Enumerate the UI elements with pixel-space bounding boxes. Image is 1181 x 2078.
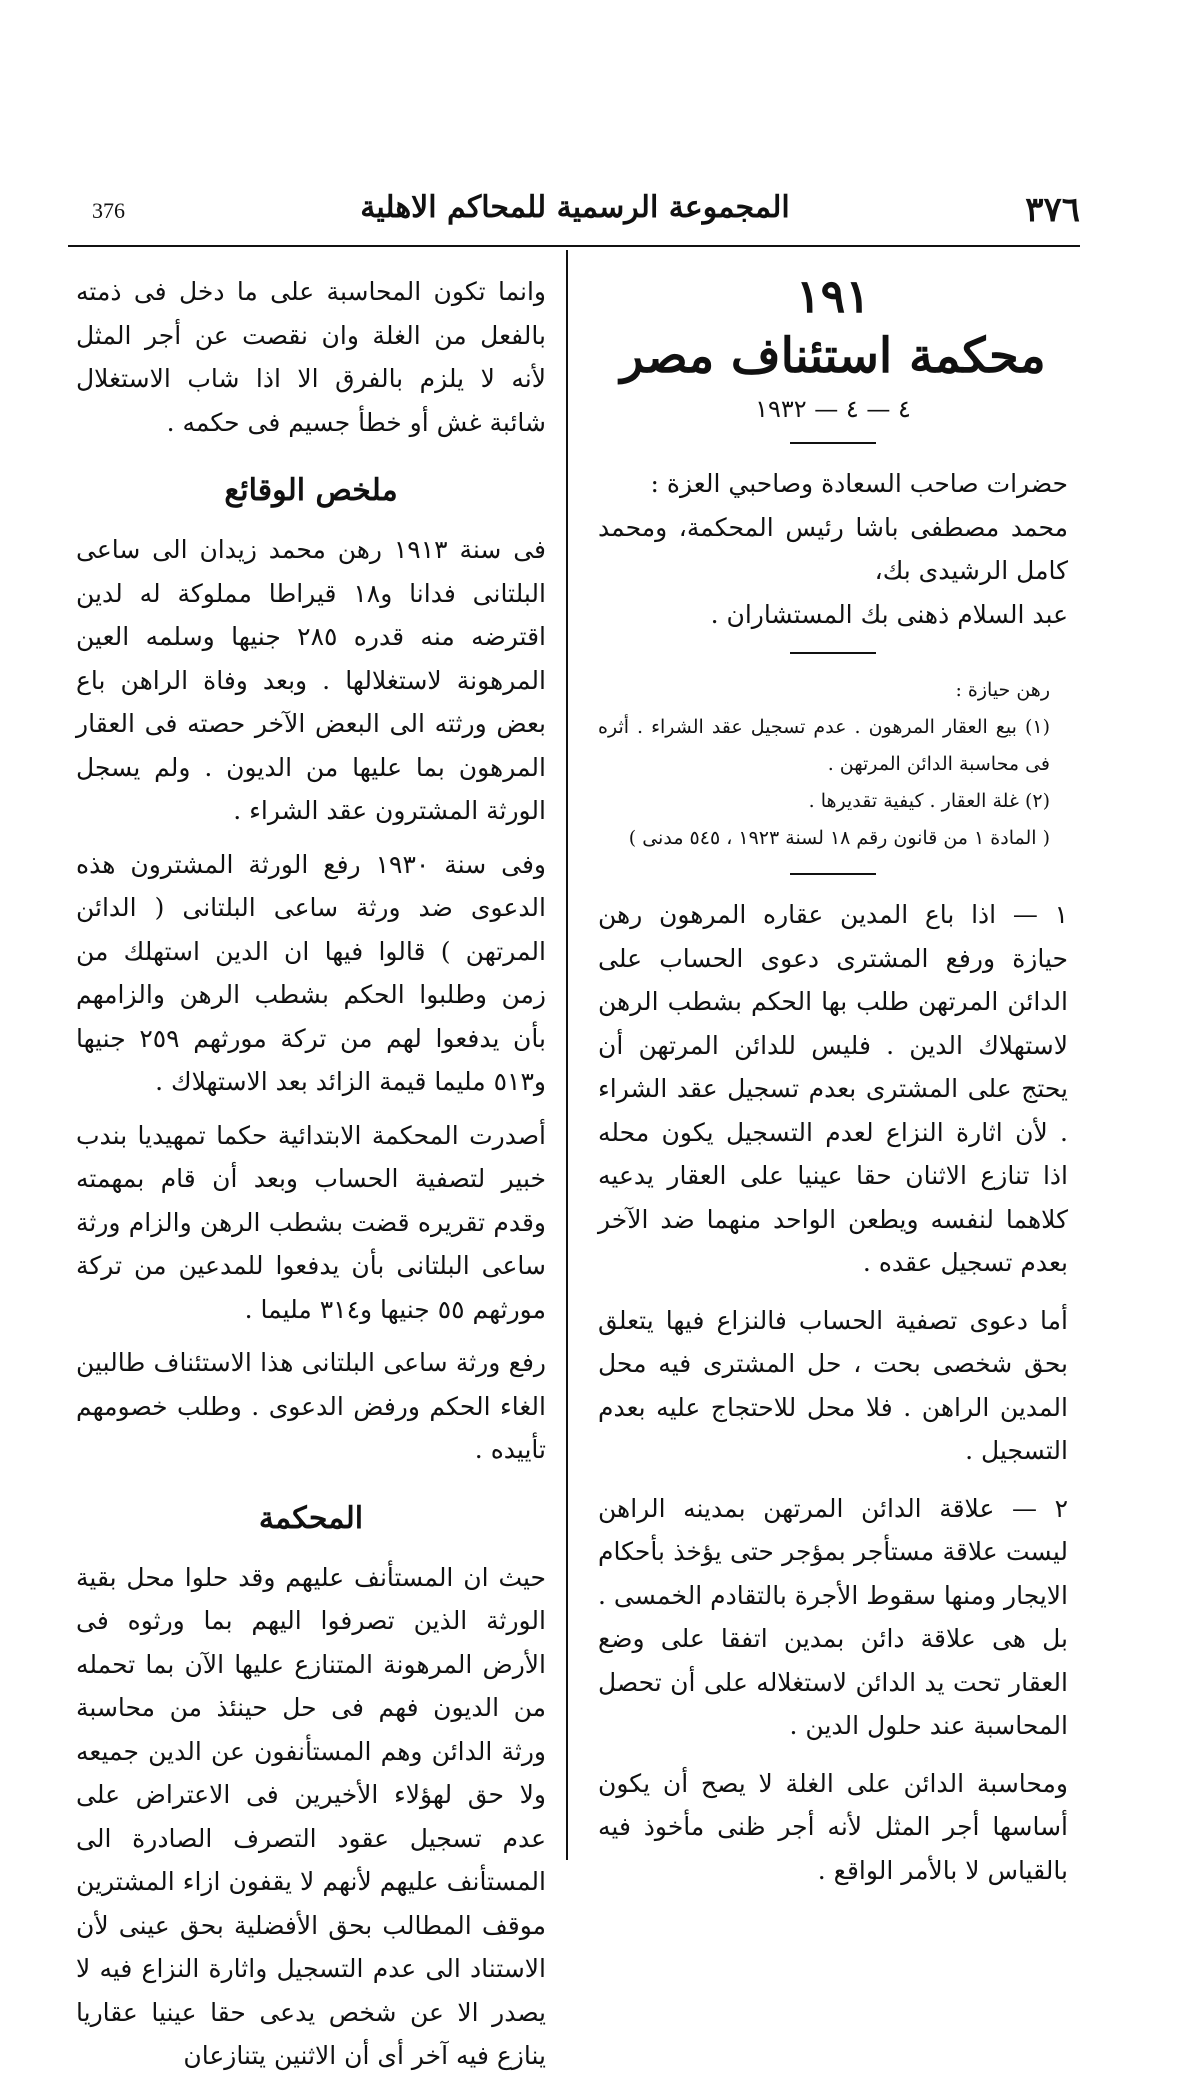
summary-title: رهن حيازة : <box>955 679 1050 701</box>
facts-paragraph: فى سنة ١٩١٣ رهن محمد زيدان الى ساعى البلتانى فدانا و١٨ قيراطا مملوكة له لدين اقترضه منه قدره ٢٨٥ جنيها وسلمه العين المرهونة لاستغلالها . وبعد وفاة الراهن باع بعض ورثته الى البعض الآخر حصته فى العقار المرهون بما عليها من الديون . ولم يسجل الورثة المشترون عقد الشراء . <box>76 535 546 825</box>
bench-line: محمد مصطفى باشا رئيس المحكمة، ومحمد كامل الرشيدى بك، <box>598 512 1068 585</box>
court-heading: المحكمة <box>258 1500 364 1536</box>
summary-item: (١) بيع العقار المرهون . عدم تسجيل عقد الشراء . أثره فى محاسبة الدائن المرتهن . <box>598 716 1050 775</box>
facts-paragraph: وفى سنة ١٩٣٠ رفع الورثة المشترون هذه الدعوى ضد ورثة ساعى البلتانى ( الدائن المرتهن ) قالوا فيها ان الدين استهلك من زمن وطلبوا الحكم بشطب الرهن والزامهم بأن يدفعوا لهم من تركة مورثهم ٢٥٩ جنيها و٥١٣ مليما قيمة الزائد بعد الاستهلاك . <box>76 849 546 1096</box>
judgment-date: ٤ — ٤ — ١٩٣٢ <box>755 395 911 423</box>
running-title: المجموعة الرسمية للمحاكم الاهلية <box>360 190 790 225</box>
case-number: ١٩١ <box>795 269 871 323</box>
left-column <box>76 270 546 2078</box>
page-number-latin: 376 <box>92 198 125 223</box>
court-paragraph: حيث ان المستأنف عليهم وقد حلوا محل بقية الورثة الذين تصرفوا اليهم بما ورثوه فى الأرض المرهونة المتنازع عليها الآن بما تحمله من الديون فهم فى حل حينئذ من محاسبة ورثة الدائن وهم المستأنفون عن الدين جميعه ولا حق لهؤلاء الأخيرين فى الاعتراض على عدم تسجيل عقود التصرف الصادرة الى المستأنف عليهم لأنهم لا يقفون ازاء المشترين موقف المطالب بحق الأفضلية بحق عينى لأن الاستناد الى عدم التسجيل واثارة النزاع فيه لا يصدر الا عن شخص يدعى حقا عينيا عقاريا ينازع فيه آخر أى أن الاثنين يتنازعان <box>76 1562 546 2070</box>
separator-rule <box>790 873 876 875</box>
facts-paragraph: رفع ورثة ساعى البلتانى هذا الاستئناف طالبين الغاء الحكم ورفض الدعوى . وطلب خصومهم تأييده . <box>76 1348 546 1464</box>
holding-paragraph: ومحاسبة الدائن على الغلة لا يصح أن يكون أساسها أجر المثل لأنه أجر ظنى مأخوذ فيه بالقياس لا بالأمر الواقع . <box>598 1768 1068 1885</box>
separator-rule <box>790 652 876 654</box>
header-rule <box>68 245 1080 247</box>
bench-line: عبد السلام ذهنى بك المستشاران . <box>710 599 1068 629</box>
right-column <box>598 270 1068 1892</box>
summary-law-reference: ( المادة ١ من قانون رقم ١٨ لسنة ١٩٢٣ ، ٥٤٥ مدنى ) <box>628 827 1050 849</box>
bench-line: حضرات صاحب السعادة وصاحبي العزة : <box>650 469 1068 498</box>
intro-paragraph: وانما تكون المحاسبة على ما دخل فى ذمته بالفعل من الغلة وان نقصت عن أجر المثل لأنه لا يلزم بالفرق الا اذا شاب الاستغلال شائبة غش أو خطأ جسيم فى حكمه . <box>76 277 546 437</box>
holding-paragraph: ٢ — علاقة الدائن المرتهن بمدينه الراهن ليست علاقة مستأجر بمؤجر حتى يؤخذ بأحكام الايجار ومنها سقوط الأجرة بالتقادم الخمسى . بل هى علاقة دائن بمدين اتفقا على وضع العقار تحت يد الدائن لاستغلاله على أن تحصل المحاسبة عند حلول الدين . <box>598 1493 1068 1740</box>
summary-item: (٢) غلة العقار . كيفية تقديرها . <box>808 790 1050 812</box>
holding-paragraph: أما دعوى تصفية الحساب فالنزاع فيها يتعلق بحق شخصى بحت ، حل المشترى فيه محل المدين الراهن . فلا محل للاحتجاج عليه بعدم التسجيل . <box>598 1305 1068 1465</box>
court-name: محكمة استئناف مصر <box>620 328 1046 384</box>
separator-rule <box>790 442 876 444</box>
page-number-arabic: ٣٧٦ <box>1025 190 1080 230</box>
column-divider <box>566 250 568 1860</box>
facts-heading: ملخص الوقائع <box>224 473 398 508</box>
running-header <box>70 190 1080 240</box>
facts-paragraph: أصدرت المحكمة الابتدائية حكما تمهيديا بندب خبير لتصفية الحساب وبعد أن قام بمهمته وقدم تقريره قضت بشطب الرهن والزام ورثة ساعى البلتانى بأن يدفعوا للمدعين من تركة مورثهم ٥٥ جنيها و٣١٤ مليما . <box>76 1120 546 1324</box>
holding-paragraph: ١ — اذا باع المدين عقاره المرهون رهن حيازة ورفع المشترى دعوى الحساب على الدائن المرتهن طلب بها الحكم بشطب الرهن لاستهلاك الدين . فليس للدائن المرتهن أن يحتج على المشترى بعدم تسجيل عقد الشراء . لأن اثارة النزاع لعدم التسجيل يكون محله اذا تنازع الاثنان حقا عينيا على العقار يدعيه كلاهما لنفسه ويطعن الواحد منهما ضد الآخر بعدم تسجيل عقده . <box>598 900 1068 1277</box>
